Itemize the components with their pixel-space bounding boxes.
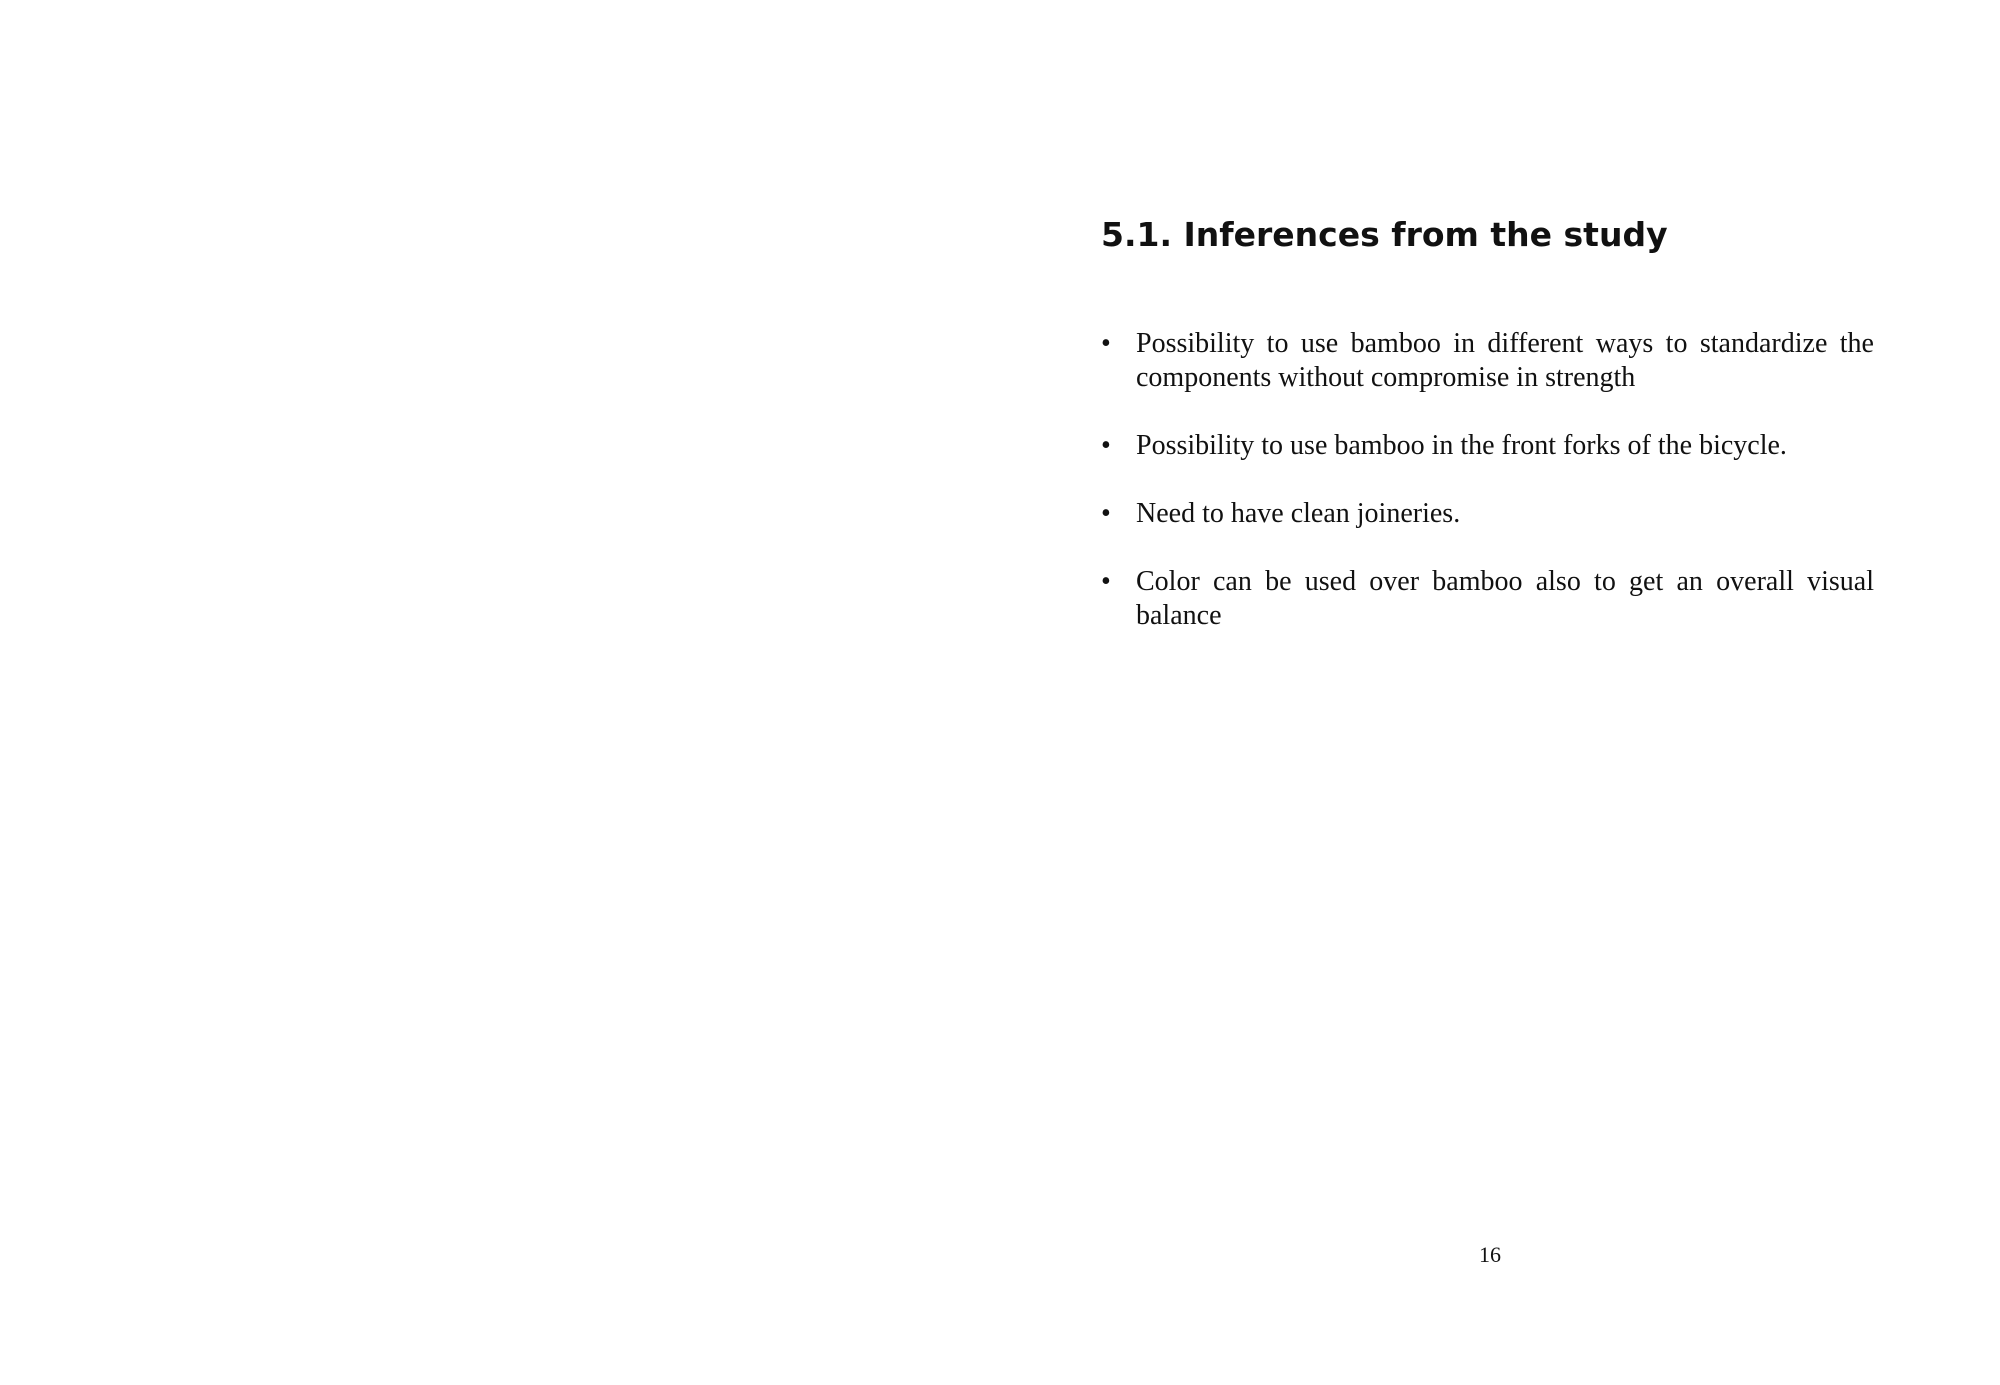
bullet-icon: • [1101,328,1111,359]
bullet-icon: • [1101,566,1111,597]
list-item [1101,497,1874,531]
bullet-icon: • [1101,430,1111,461]
inference-list [1101,327,1874,633]
bullet-icon: • [1101,498,1111,529]
list-item-text: Possibility to use bamboo in different ways to standardize the components without compromise in strength [1136,328,1874,393]
page-content [1101,212,1874,667]
list-item [1101,327,1874,395]
list-item [1101,565,1874,633]
list-item-text: Need to have clean joineries. [1136,498,1461,529]
list-item-text: Color can be used over bamboo also to get an overall visual balance [1136,566,1874,631]
section-heading: 5.1. Inferences from the study [1101,215,1668,254]
list-item-text: Possibility to use bamboo in the front forks of the bicycle. [1136,430,1787,461]
page-number: 16 [1479,1242,1501,1267]
list-item [1101,429,1874,463]
